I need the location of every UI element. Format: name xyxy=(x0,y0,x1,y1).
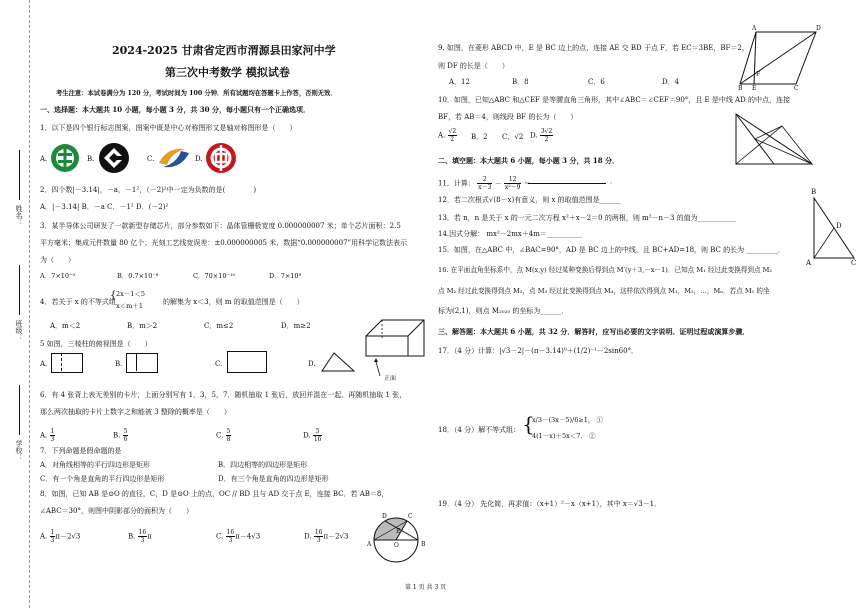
q11-text: 11．计算： $\frac{2}{x-3}$ － $\frac{12}{\text{x²－9}}$ ＝ xyxy=(438,176,531,191)
q3-option-a: A．7×10⁻⁹ xyxy=(40,272,76,280)
exam-title: 2024-2025 甘肃省定西市渭源县田家河中学 xyxy=(112,44,336,57)
q10-option-b: B．2 xyxy=(471,133,488,141)
q14-text: 14.因式分解： mx²－2mx＋4m＝__________ xyxy=(438,230,582,238)
q9-label-c: C xyxy=(794,85,799,92)
q15-text: 15．如图，在△ABC 中，∠BAC=90°，AD 是 BC 边上的中线，且 BC+AD=18，则 BC 的长为 _________． xyxy=(438,246,785,254)
q2-options: A．|－3.14| B．－a C．－1² D．(－2)² xyxy=(40,203,169,211)
q8-label-e: E xyxy=(396,528,401,535)
q18-ineq-2: 4(1－x)＋5x＜7． ② xyxy=(532,432,596,440)
q18-ineq-1: x/3－(3x－5)/6≥1， ① xyxy=(532,416,603,424)
q1-option-a: A. xyxy=(40,155,48,163)
q6-option-a: A. $\frac{1}{3}$ xyxy=(40,428,55,443)
q9-option-d: D．4 xyxy=(662,78,680,86)
q1-option-d: D. xyxy=(195,155,203,163)
q5-view-c xyxy=(227,351,267,373)
q8-label-b: B xyxy=(421,541,426,548)
page-number: 第 1 页 共 3 页 xyxy=(405,584,447,591)
q4-text-post: 的解集为 x＜3，则 m 的取值范围是（ ） xyxy=(163,298,304,306)
bank-logo-c-icon xyxy=(157,143,191,173)
exam-notice: 考生注意：本试卷满分为 120 分，考试时间为 100 分钟．所有试题均在答题卡上作答，否则无效． xyxy=(56,90,337,97)
q7-text: 7．下列命题是假命题的是 xyxy=(40,447,122,455)
q5-front-label: 正面 xyxy=(384,375,397,382)
q3-option-d: D．7×10⁹ xyxy=(269,272,302,280)
q5-option-b: B. xyxy=(115,360,123,368)
q4-option-a: A．m＜2 xyxy=(50,322,81,330)
q5-view-d xyxy=(320,351,356,373)
q10-line-2: BF，若 AB＝4，则线段 BF 的长为（ ） xyxy=(438,113,578,121)
q5-option-c: C. xyxy=(215,360,223,368)
q6-line-2: 那么两次抽取的卡片上数字之和能被 3 整除的概率是（ ） xyxy=(40,408,231,416)
q4-text-pre: 4．若关于 x 的不等式组 xyxy=(40,298,116,306)
q15-label-a: A xyxy=(806,259,812,267)
q8-option-c: C. $\frac{16}{3}$ π－4√3 xyxy=(216,529,261,544)
q8-label-a: A xyxy=(367,541,372,548)
q8-label-d: D xyxy=(382,513,387,520)
q12-text: 12．若二次根式√(8－x)有意义，则 x 的取值范围是______ xyxy=(438,196,621,204)
exam-subtitle: 第三次中考数学 模拟试卷 xyxy=(165,66,290,79)
q4-brace: { xyxy=(110,290,117,301)
q6-option-d: D. $\frac{5}{16}$ xyxy=(303,428,322,443)
q5-option-a: A. xyxy=(40,360,48,368)
q8-line-2: ∠ABC＝30°，则图中阴影部分的面积为（ ） xyxy=(40,507,193,515)
name-field[interactable] xyxy=(19,150,20,200)
q7-option-a: A．对角线相等的平行四边形是矩形 xyxy=(40,461,151,469)
q9-label-d: D xyxy=(816,25,821,32)
q9-text-2: 则 DF 的长是（ ） xyxy=(438,62,509,70)
q1-text: 1．以下是四个银行标志图案，图案中既是中心对称图形又是轴对称图形是（ ） xyxy=(40,124,297,132)
q3-option-c: C．70×10⁻¹⁰ xyxy=(193,272,236,280)
q15-label-d: D xyxy=(836,222,842,230)
q5-view-b-line xyxy=(136,353,137,371)
section-1-heading: 一、选择题：本大题共 10 小题，每小题 3 分，共 30 分，每小题只有一个正确选项． xyxy=(40,105,310,114)
q13-text: 13．若 n，n 是关于 x 的一元二次方程 x²＋x－2＝0 的两根，则 m²－n－3 的值为___________ xyxy=(438,214,737,222)
q10-triangle-figure xyxy=(732,108,816,170)
q4-option-b: B．m＞2 xyxy=(127,322,158,330)
q15-label-c: C xyxy=(851,259,857,267)
q9-label-e: E xyxy=(752,85,757,92)
q9-label-a: A xyxy=(752,25,757,32)
school-field[interactable] xyxy=(19,385,20,435)
q18-text-pre: 18．（4 分）解不等式组： xyxy=(438,426,521,434)
q19-text: 19．（4 分） 先化简，再求值：（x+1）²－x（x+1），其中 x＝√3－1． xyxy=(438,500,662,508)
q5-view-a-dashed-line xyxy=(61,353,62,371)
q1-option-c: C. xyxy=(147,155,155,163)
bank-logo-d-icon xyxy=(205,142,237,174)
q4-ineq-1: 2x－1＜5 xyxy=(116,290,146,298)
q8-option-a: A. $\frac{1}{3}$ π－2√3 xyxy=(40,529,81,544)
q7-option-d: D．有三个角是直角的四边形是矩形 xyxy=(218,475,329,483)
q10-option-c: C．√2 xyxy=(502,133,524,141)
q15-label-b: B xyxy=(811,188,817,196)
q11-answer-blank[interactable] xyxy=(528,183,606,184)
q4-option-d: D．m≥2 xyxy=(281,322,311,330)
bank-logo-b-icon xyxy=(98,142,130,174)
q6-line-1: 6．有 4 张背上表无差别的卡片，上面分别写有 1，3，5，7．随机抽取 1 张后，放回并混在一起，再随机抽取 1 张， xyxy=(40,391,407,399)
school-label: 学校： xyxy=(15,440,23,461)
q17-text: 17．（4 分）计算：|√3－2|－(π－3.14)⁰＋(1/2)⁻¹－2sin60°． xyxy=(438,347,639,355)
q9-rhombus-figure xyxy=(736,28,836,88)
q4-option-c: C．m≤2 xyxy=(204,322,234,330)
q8-circle-figure xyxy=(366,512,426,568)
section-3-heading: 三、解答题：本大题共 6 小题，共 32 分．解答时，应写出必要的文字说明、证明过程或演算步骤． xyxy=(438,327,750,336)
class-field[interactable] xyxy=(19,265,20,315)
q8-option-d: D. $\frac{16}{3}$ π－2√3 xyxy=(304,529,349,544)
q5-option-d: D. xyxy=(308,360,316,368)
q6-option-c: C. $\frac{5}{8}$ xyxy=(216,428,231,443)
q4-ineq-2: x＜m＋1 xyxy=(116,302,143,310)
q9-option-c: C．6 xyxy=(588,78,605,86)
q15-triangle-figure xyxy=(808,196,858,262)
q2-text: 2．四个数|－3.14|，－a，－1²，（－2)²中一定为负数的是( ) xyxy=(40,186,257,194)
q8-label-o: O xyxy=(394,542,399,549)
q5-view-a xyxy=(51,353,83,373)
q6-option-b: B. $\frac{5}{6}$ xyxy=(113,428,128,443)
q10-line-1: 10．如图，已知△ABC 和△CEF 是等腰直角三角形，其中∠ABC＝∠CEF＝90°，且 E 是中线 AD 的中点，连接 xyxy=(438,96,790,104)
section-2-heading: 二、填空题：本大题共 6 小题，每小题 3 分，共 18 分． xyxy=(438,156,620,165)
binding-line xyxy=(29,0,30,608)
q9-label-b: B xyxy=(738,85,743,92)
q5-view-b xyxy=(126,353,158,373)
q8-label-c: C xyxy=(408,513,413,520)
q7-option-c: C．有一个角是直角的平行四边形是矩形 xyxy=(40,475,165,483)
q8-line-1: 8．如图，已知 AB 是⊙O 的直径，C，D 是⊙O 上的点，OC // BD 且与 AD 交于点 E，连接 BC．若 AB＝8， xyxy=(40,490,389,498)
class-label: 班级： xyxy=(15,320,23,341)
q3-line-2: 平方毫米；集成元件数量 80 亿个；光刻工艺线宽误差：±0.000000005 米．数据“0.000000007”用科学记数法表示 xyxy=(40,239,408,247)
q16-line-3: 标为(2,1)，则点 M₂₀₂₅ 的坐标为______． xyxy=(438,307,569,315)
name-label: 姓名： xyxy=(15,205,23,226)
q16-line-2: 点 M₂ 经过此变换得到点 M₃，点 M₃ 经过此变换得到点 M₄，这样依次得到点 M₁，M₂，…，Mₙ．若点 M₁ 的坐 xyxy=(438,287,770,295)
q10-option-d: D. $\frac{3√2}{2}$ xyxy=(530,128,553,143)
q11-end: ． xyxy=(610,177,617,185)
q1-option-b: B. xyxy=(87,155,95,163)
q3-line-1: 3．某半导体公司研发了一款新型存储芯片，部分参数如下：晶体管栅极宽度 0.000000007 米；单个芯片面积：2.5 xyxy=(40,222,401,230)
q7-option-b: B．四边相等的四边形是矩形 xyxy=(218,461,308,469)
q9-text: 9. 如图，在菱形 ABCD 中，E 是 BC 边上的点，连接 AE 交 BD 于点 F，若 EC＝3BE，BF＝2， xyxy=(438,44,749,52)
q5-text: 5 如图，三棱柱的俯视图是（ ） xyxy=(40,340,152,348)
q3-option-b: B．0.7×10⁻⁸ xyxy=(117,272,159,280)
bank-logo-a-icon xyxy=(50,143,80,173)
q16-line-1: 16. 在平面直角坐标系中，点 M(x,y) 经过某种变换后得到点 M′(y＋3,－x－1)．已知点 M₁ 经过此变换得到点 M₂ xyxy=(438,266,773,274)
q9-option-b: B．8 xyxy=(512,78,529,86)
q3-line-3: 为（ ） xyxy=(40,256,75,264)
q9-option-a: A．12 xyxy=(449,78,470,86)
q18-brace: { xyxy=(522,412,535,436)
q10-option-a: A. $\frac{√2}{2}$ xyxy=(438,128,457,143)
q8-option-b: B. $\frac{16}{3}$ π xyxy=(128,529,152,544)
q9-label-f: F xyxy=(756,71,761,78)
